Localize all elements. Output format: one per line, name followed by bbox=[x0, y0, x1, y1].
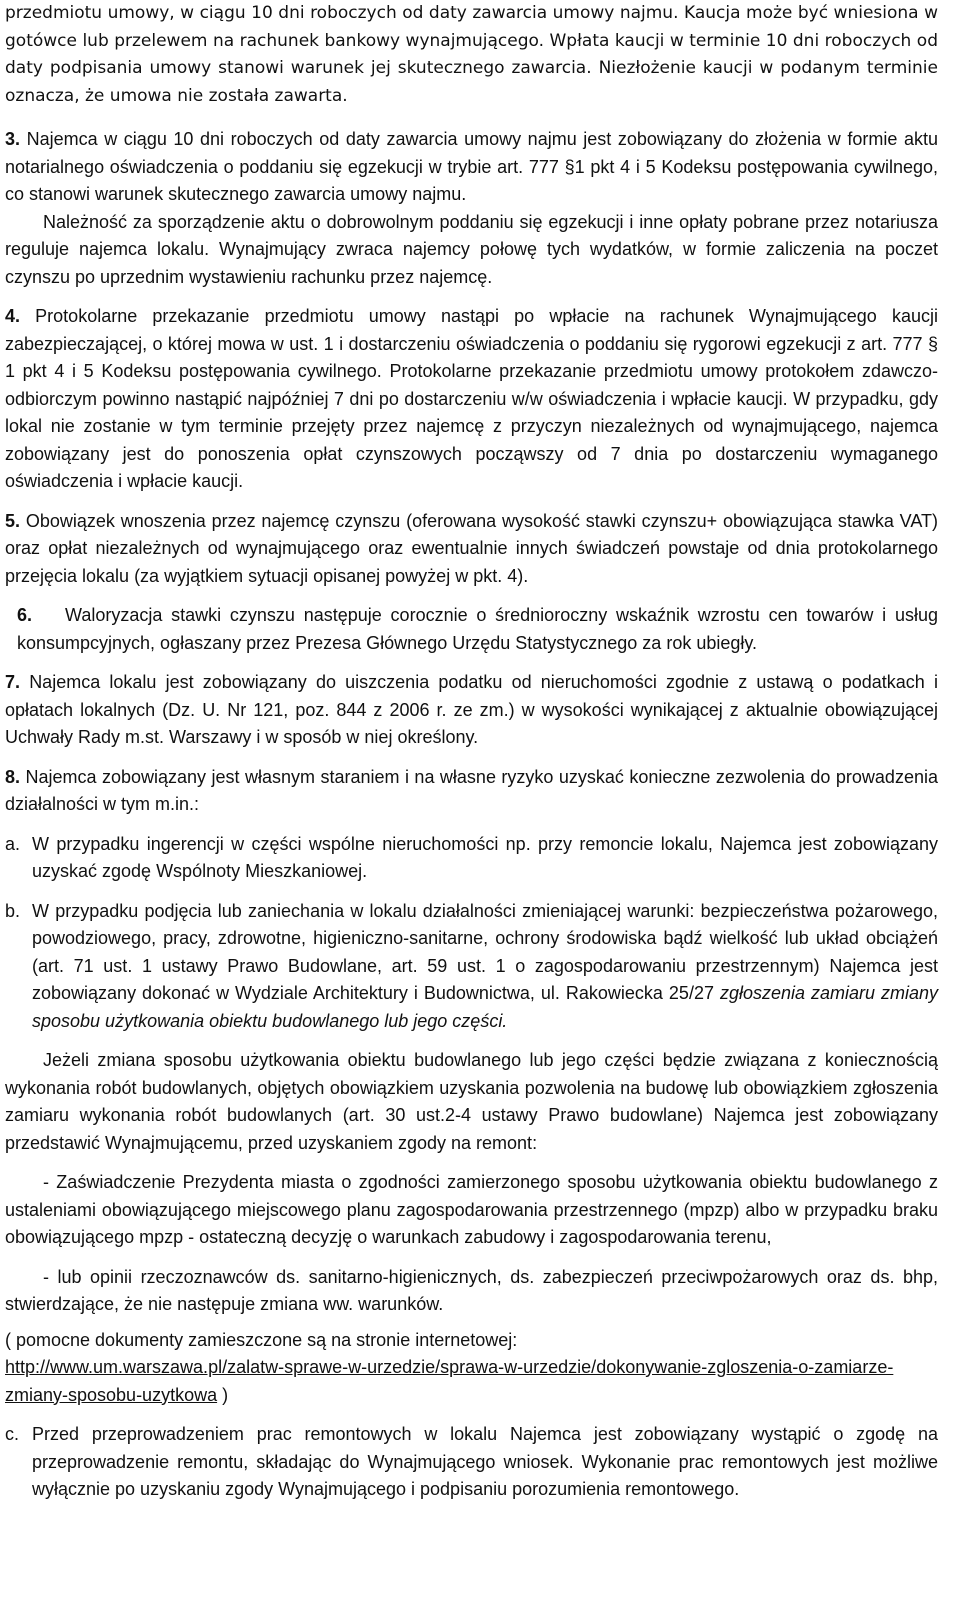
section-6-number: 6. bbox=[17, 605, 33, 625]
section-7-text: Najemca lokalu jest zobowiązany do uiszczenia podatku od nieruchomości zgodnie z ustawą o podatkach i opłatach lokalnych (Dz. U. Nr 121, poz. 844 z 2006 r. ze zm.) w wysokości wynikającej z aktualnie obowiązującej Uchwały Rady m.st. Warszawy i w sposób w niej określony. bbox=[5, 672, 938, 747]
section-8 bbox=[5, 764, 938, 819]
section-8-item-a bbox=[5, 831, 938, 886]
item-a-text: W przypadku ingerencji w części wspólne nieruchomości np. przy remoncie lokalu, Najemca jest zobowiązany uzyskać zgodę Wspólnoty Mieszkaniowej. bbox=[32, 833, 938, 881]
section-8-item-b bbox=[5, 898, 938, 1036]
dash-item-1: - Zaświadczenie Prezydenta miasta o zgodności zamierzonego sposobu użytkowania obiektu budowlanego z ustaleniami obowiązującego miejscowego planu zagospodarowania przestrzennego (mpzp) albo w przypadku braku obowiązującego mpzp - ostateczną decyzję o warunkach zabudowy i zagospodarowania terenu, bbox=[5, 1172, 938, 1247]
section-5 bbox=[5, 508, 938, 591]
section-3 bbox=[5, 126, 938, 209]
change-of-use-paragraph: Jeżeli zmiana sposobu użytkowania obiektu budowlanego lub jego części będzie związana z koniecznością wykonania robót budowlanych, objętych obowiązkiem uzyskania pozwolenia na budowę lub obowiązkiem zgłoszenia zamiaru wykonania robót budowlanych (art. 30 ust.2-4 ustawy Prawo budowlane) Najemca jest zobowiązany przedstawić Wynajmującemu, przed uzyskaniem zgody na remont: bbox=[5, 1050, 938, 1153]
item-b-label: b. bbox=[5, 900, 21, 921]
section-4-text: Protokolarne przekazanie przedmiotu umowy nastąpi po wpłacie na rachunek Wynajmującego kaucji zabezpieczającej, o której mowa w ust. 1 i dostarczeniu oświadczenia o poddaniu się rygorowi egzekucji z art. 777 § 1 pkt 4 i 5 Kodeksu postępowania cywilnego. Protokolarne przekazanie przedmiotu umowy protokołem zdawczo-odbiorczym powinno nastąpić najpóźniej 7 dni po dostarczeniu w/w oświadczenia i wpłacie kaucji. W przypadku, gdy lokal nie zostanie w tym terminie przejęty przez najemcę z przyczyn niezależnych od wynajmującego, najemca zobowiązany jest do ponoszenia opłat czynszowych począwszy od 7 dnia po dostarczeniu wymaganego oświadczenia i wpłacie kaucji. bbox=[5, 306, 938, 491]
section-6-text: Waloryzacja stawki czynszu następuje corocznie o średnioroczny wskaźnik wzrostu cen towarów i usług konsumpcyjnych, ogłaszany przez Prezesa Głównego Urzędu Statystycznego za rok ubiegły. bbox=[17, 605, 938, 653]
dash-item-2: - lub opinii rzeczoznawców ds. sanitarno-higienicznych, ds. zabezpieczeń przeciwpożarowych oraz ds. bhp, stwierdzające, że nie następuje zmiana ww. warunków. bbox=[5, 1266, 938, 1314]
section-4 bbox=[5, 303, 938, 496]
section-8-text: Najemca zobowiązany jest własnym staraniem i na własne ryzyko uzyskać konieczne zezwolenia do prowadzenia działalności w tym m.in.: bbox=[5, 766, 938, 814]
section-8-item-c bbox=[5, 1421, 938, 1504]
section-3-paragraph-2: Należność za sporządzenie aktu o dobrowolnym poddaniu się egzekucji i inne opłaty pobrane przez notariusza reguluje najemca lokalu. Wynajmujący zwraca najemcy połowę tych wydatków, w formie zaliczenia na poczet czynszu po uprzednim wystawieniu rachunku przez najemcę. bbox=[5, 211, 938, 287]
help-note bbox=[5, 1327, 938, 1410]
section-5-text: Obowiązek wnoszenia przez najemcę czynszu (oferowana wysokość stawki czynszu+ obowiązująca stawka VAT) oraz opłat niezależnych od wynajmującego oraz ewentualnie innych świadczeń powstaje od dnia protokolarnego przejęcia lokalu (za wyjątkiem sytuacji opisanej powyżej w pkt. 4). bbox=[5, 510, 938, 586]
section-3-text: Najemca w ciągu 10 dni roboczych od daty zawarcia umowy najmu jest zobowiązany do złożenia w formie aktu notarialnego oświadczenia o poddaniu się egzekucji w trybie art. 777 §1 pkt 4 i 5 Kodeksu postępowania cywilnego, co stanowi warunek skutecznego zawarcia umowy najmu. bbox=[5, 129, 938, 204]
item-b-text: W przypadku podjęcia lub zaniechania w lokalu działalności zmieniającej warunki: bezpieczeństwa pożarowego, powodziowego, pracy, zdrowotne, higieniczno-sanitarne, ochrony środowiska bądź wielkość lub układ obciążeń (art. 71 ust. 1 ustawy Prawo Budowlane, art. 59 ust. 1 o zagospodarowaniu przestrzennym) Najemca jest zobowiązany dokonać w Wydziale Architektury i Budownictwa, ul. Rakowiecka 25/27 bbox=[32, 900, 938, 1003]
section-3-number: 3. bbox=[5, 129, 21, 149]
item-c-label: c. bbox=[5, 1424, 20, 1444]
help-link[interactable]: http://www.um.warszawa.pl/zalatw-sprawe-w-urzedzie/sprawa-w-urzedzie/dokonywanie-zgloszenia-o-zamiarze-zmiany-sposobu-uzytkowa bbox=[5, 1357, 894, 1405]
section-7-number: 7. bbox=[5, 672, 21, 692]
section-8-number: 8. bbox=[5, 766, 21, 787]
item-c-text: Przed przeprowadzeniem prac remontowych w lokalu Najemca jest zobowiązany wystąpić o zgodę na przeprowadzenie remontu, składając do Wynajmującego wniosek. Wykonanie prac remontowych jest możliwe wyłącznie po uzyskaniu zgody Wynajmującego i podpisaniu porozumienia remontowego. bbox=[32, 1424, 938, 1499]
intro-paragraph: przedmiotu umowy, w ciągu 10 dni roboczych od daty zawarcia umowy najmu. Kaucja może być wniesiona w gotówce lub przelewem na rachunek bankowy wynajmującego. Wpłata kaucji w terminie 10 dni roboczych od daty podpisania umowy stanowi warunek jej skutecznego zawarcia. Niezłożenie kaucji w podanym terminie oznacza, że umowa nie została zawarta. bbox=[5, 3, 938, 106]
help-note-open: ( pomocne dokumenty zamieszczone są na stronie internetowej: bbox=[5, 1329, 518, 1350]
item-b-italic: zgłoszenia zamiaru zmiany sposobu użytkowania obiektu budowlanego lub jego części. bbox=[32, 983, 938, 1031]
section-6 bbox=[5, 602, 938, 657]
section-7 bbox=[5, 669, 938, 752]
help-note-close: ) bbox=[217, 1384, 229, 1405]
section-5-number: 5. bbox=[5, 510, 21, 531]
section-4-number: 4. bbox=[5, 306, 21, 326]
item-a-label: a. bbox=[5, 833, 21, 854]
